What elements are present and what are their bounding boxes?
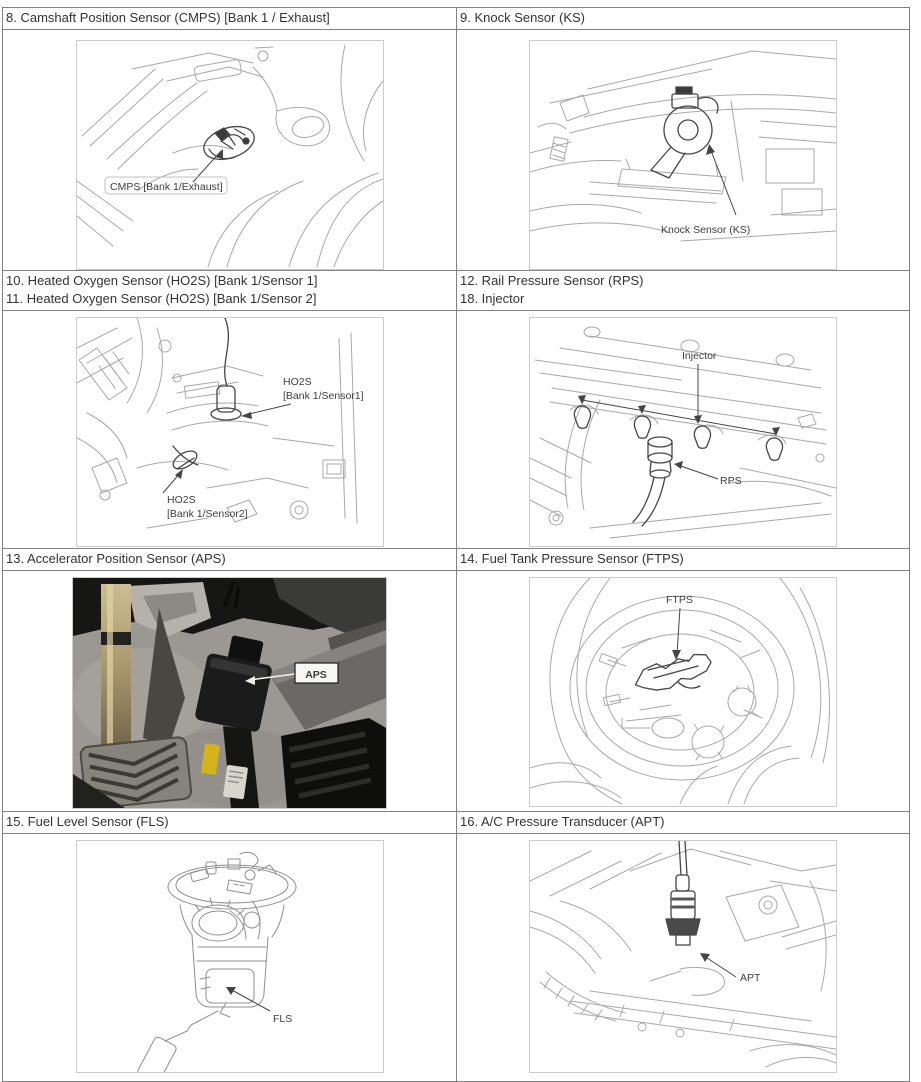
header-rps-line1: 12. Rail Pressure Sensor (RPS): [460, 273, 644, 288]
cmps-figure-frame: [76, 40, 384, 270]
ho2s-s2-label-line2: [Bank 1/Sensor2]: [166, 508, 248, 520]
header-row-4: [3, 812, 909, 834]
ftps-sensor-drawing: [632, 652, 713, 693]
ho2s-s1-label-line1: HO2S: [282, 376, 312, 388]
header-apt: [457, 812, 909, 833]
figure-cell-cmps: [3, 30, 457, 270]
ho2s-figure-frame: [76, 317, 384, 547]
image-row-4: [3, 834, 909, 1082]
ks-label: Knock Sensor (KS): [661, 224, 751, 236]
ho2s-s1-label-line2: [Bank 1/Sensor1]: [282, 390, 364, 402]
figure-cell-ho2s: [3, 311, 457, 548]
header-ftps-text: 14. Fuel Tank Pressure Sensor (FTPS): [460, 551, 684, 566]
cmps-engine-lines: [77, 45, 383, 267]
aps-photo: [73, 578, 386, 808]
header-cmps-text: 8. Camshaft Position Sensor (CMPS) [Bank 1 / Exhaust]: [6, 10, 330, 25]
figure-cell-aps: [3, 571, 457, 811]
sensor-location-table: [2, 7, 910, 1082]
fls-label: FLS: [272, 1013, 292, 1025]
header-ho2s-line1: 10. Heated Oxygen Sensor (HO2S) [Bank 1/Sensor 1]: [6, 273, 318, 288]
ho2s-s1-arrowhead: [241, 412, 252, 419]
cmps-figure: [77, 41, 383, 269]
ho2s-s1-callout-line: [245, 404, 291, 415]
header-ks-text: 9. Knock Sensor (KS): [460, 10, 585, 25]
header-cmps: [3, 8, 457, 29]
ks-callout-arrowhead: [706, 144, 715, 155]
header-ks: [457, 8, 909, 29]
header-ho2s: [3, 271, 457, 310]
aps-photo-frame: [72, 577, 387, 809]
rps-label: RPS: [720, 475, 742, 487]
apt-figure: [530, 841, 836, 1072]
ftps-label: FTPS: [666, 594, 693, 606]
rps-arrowhead: [674, 461, 683, 469]
injector-callout: [578, 364, 780, 436]
header-aps: [3, 549, 457, 570]
apt-arrowhead: [700, 953, 710, 962]
apt-label: APT: [740, 972, 761, 984]
rps-sensor-drawing: [633, 437, 672, 526]
aps-photo-art: [73, 578, 386, 808]
cmps-callout-arrowhead: [215, 149, 223, 159]
header-row-3: [3, 549, 909, 571]
aps-label: APS: [305, 669, 327, 681]
header-ho2s-line2: 11. Heated Oxygen Sensor (HO2S) [Bank 1/Sensor 2]: [6, 291, 317, 306]
ks-engine-lines: [530, 51, 836, 241]
fls-figure: [77, 841, 383, 1072]
ftps-callout-line: [677, 608, 680, 654]
fls-figure-frame: [76, 840, 384, 1073]
figure-cell-apt: [457, 834, 909, 1081]
header-fls-text: 15. Fuel Level Sensor (FLS): [6, 814, 169, 829]
figure-cell-rail: [457, 311, 909, 548]
rail-figure: [530, 318, 836, 546]
ho2s-s2-label-line1: HO2S: [166, 494, 196, 506]
figure-cell-ks: [457, 30, 909, 270]
header-row-2: [3, 271, 909, 311]
cmps-label: CMPS [Bank 1/Exhaust]: [109, 181, 223, 193]
header-rps-injector: [457, 271, 909, 310]
rail-figure-frame: [529, 317, 837, 547]
header-row-1: [3, 8, 909, 30]
rps-callout-line: [678, 465, 718, 479]
figure-cell-ftps: [457, 571, 909, 811]
header-injector-line2: 18. Injector: [460, 291, 525, 306]
cmps-sensor-drawing: [199, 121, 258, 166]
apt-engine-lines: [530, 849, 836, 1067]
figure-cell-fls: [3, 834, 457, 1081]
header-apt-text: 16. A/C Pressure Transducer (APT): [460, 814, 665, 829]
header-aps-text: 13. Accelerator Position Sensor (APS): [6, 551, 226, 566]
white-sticker: [223, 765, 248, 800]
ftps-figure-frame: [529, 577, 837, 807]
header-ftps: [457, 549, 909, 570]
injector-label: Injector: [682, 350, 717, 362]
apt-figure-frame: [529, 840, 837, 1073]
ftps-figure: [530, 578, 836, 806]
ho2s-figure: [77, 318, 383, 546]
ho2s-engine-lines: [77, 318, 357, 528]
ks-callout-line: [710, 148, 736, 215]
ks-figure: [530, 41, 836, 269]
image-row-3: [3, 571, 909, 812]
ks-figure-frame: [529, 40, 837, 270]
fls-pump-lines: [136, 852, 295, 1072]
image-row-2: [3, 311, 909, 549]
image-row-1: [3, 30, 909, 271]
header-fls: [3, 812, 457, 833]
